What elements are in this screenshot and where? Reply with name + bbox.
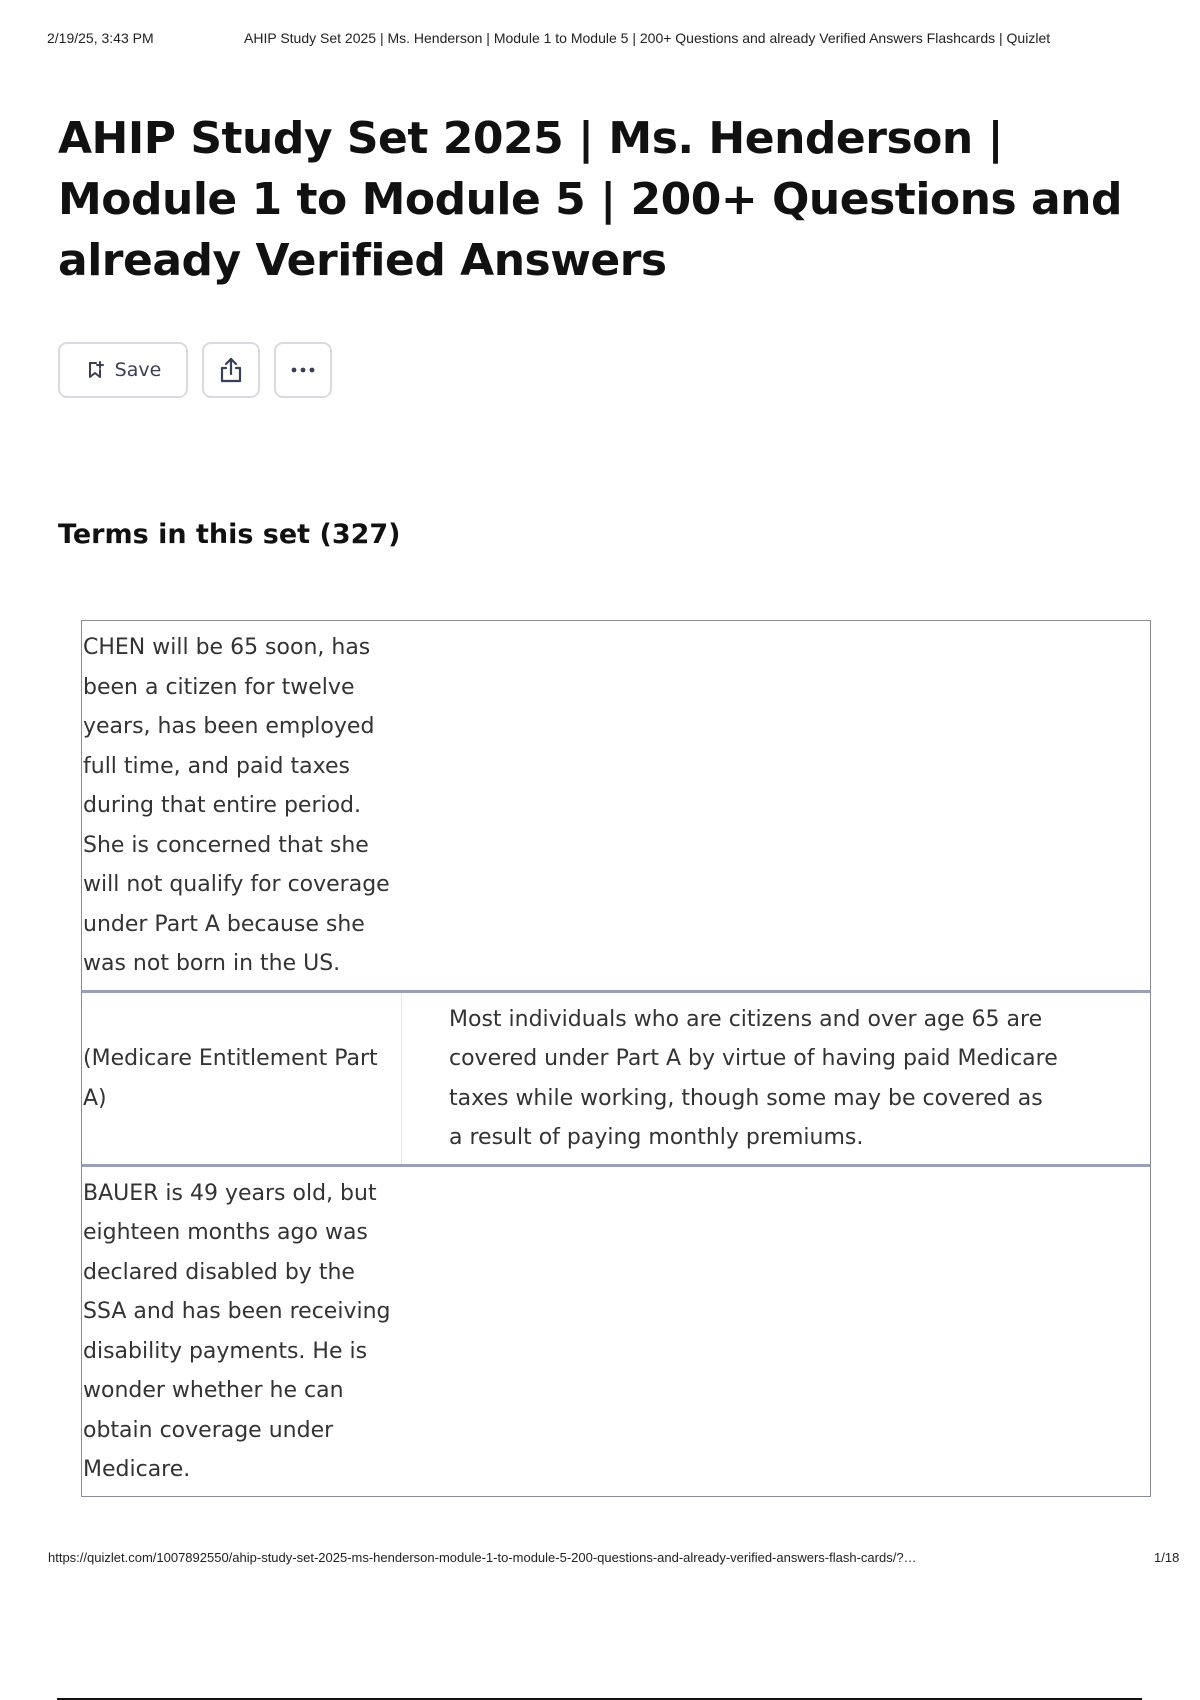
print-date: 2/19/25, 3:43 PM [47, 30, 154, 46]
term-text: BAUER is 49 years old, but eighteen months ago was declared disabled by the SSA and has been receiving disability payments. He is wonder whether he can obtain coverage under Medicare. [83, 1180, 391, 1482]
term-text: CHEN will be 65 soon, has been a citizen for twelve years, has been employed full time, and paid taxes during that entire period. She is concerned that she will not qualify for coverage under Part A because she was not born in the US. [83, 635, 390, 976]
print-url[interactable]: https://quizlet.com/1007892550/ahip-study-set-2025-ms-henderson-module-1-to-module-5-200-questions-and-already-verified-answers-flash-cards/?… [48, 1550, 917, 1565]
definition-text [402, 1167, 1150, 1496]
more-options-button[interactable] [274, 342, 332, 398]
save-button[interactable] [58, 342, 188, 398]
definition-text [402, 621, 1150, 990]
terms-table [81, 620, 1151, 1497]
action-bar [58, 342, 332, 398]
page-indicator: 1/18 [1154, 1550, 1180, 1565]
more-horizontal-icon [289, 366, 317, 374]
term-text: (Medicare Entitlement Part A) [82, 993, 402, 1164]
share-icon [217, 355, 245, 385]
bookmark-plus-icon [85, 360, 105, 380]
definition-text: Most individuals who are citizens and over age 65 are covered under Part A by virtue of having paid Medicare taxes while working, though some may be covered as a result of paying monthly premiums. [449, 1006, 1058, 1150]
term-row [82, 621, 1150, 990]
print-document-title: AHIP Study Set 2025 | Ms. Henderson | Module 1 to Module 5 | 200+ Questions and already Verified Answers Flashcards | Quizlet [244, 30, 1051, 46]
term-row [82, 990, 1150, 1164]
share-button[interactable] [202, 342, 260, 398]
term-row [82, 1164, 1150, 1496]
terms-heading: Terms in this set (327) [58, 519, 401, 550]
save-button-label: Save [114, 359, 162, 381]
page-title: AHIP Study Set 2025 | Ms. Henderson | Module 1 to Module 5 | 200+ Questions and already Verified Answers [58, 113, 1122, 286]
